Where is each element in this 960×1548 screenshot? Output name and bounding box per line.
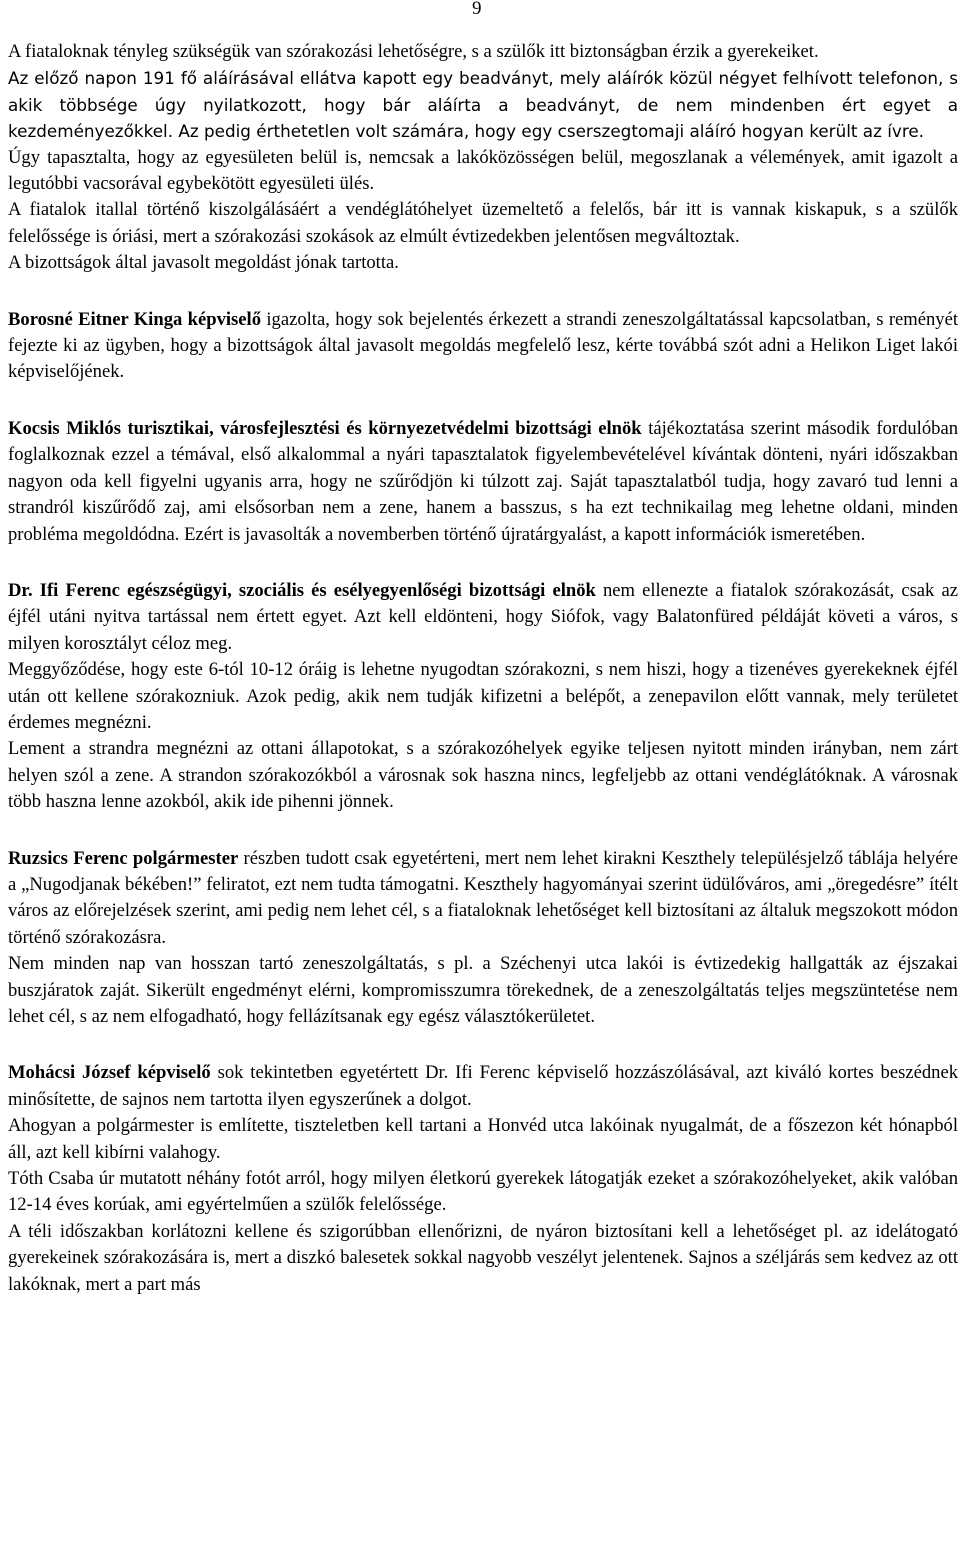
speaker-name: Kocsis Miklós turisztikai, városfejlesztési és környezetvédelmi bizottsági elnök [8, 417, 642, 439]
paragraph [8, 307, 958, 386]
text-block [8, 39, 958, 277]
paragraph-text: igazolta, hogy sok bejelentés érkezett a strandi zeneszolgáltatással kapcsolatban, s reményét fejezte ki az ügyben, hogy a bizottságok által javasolt megoldás megfelelő lesz, kérte továbbá szót adni a Helikon Liget lakói képviselőjének. [8, 308, 959, 383]
paragraph: A bizottságok által javasolt megoldást jónak tartotta. [8, 252, 399, 274]
paragraph: Meggyőződése, hogy este 6-tól 10-12 óráig is lehetne nyugodtan szórakozni, s nem hiszi, hogy a tizenéves gyerekeknek éjfél után ott kellene szórakozniuk. Azok pedig, akik nem tudják kifizetni a belépőt, a zenepavilon előtt vannak, mely területet érdemes megnézni. [8, 659, 958, 733]
paragraph [8, 578, 958, 657]
text-block [8, 1060, 958, 1298]
paragraph-text: részben tudott csak egyetérteni, mert nem lehet kirakni Keszthely településjelző táblája helyére a „Nugodjanak békében!” feliratot, ezt nem tudta támogatni. Keszthely hagyományai szerint üdülőváros, ami „öregedésre” ítélt város az előrejelzések szerint, ami pedig nem lehet cél, s a fiataloknak lehetőséget kell biztosítani az általuk megszokott módon történő szórakozásra. [8, 847, 958, 948]
paragraph: Lement a strandra megnézni az ottani állapotokat, s a szórakozóhelyek egyike teljesen nyitott minden irányban, nem zárt helyen szól a zene. A strandon szórakozókból a városnak sok haszna nincs, legfeljebb az ottani vendéglátóknak. A városnak több haszna lenne azokból, akik ide pihenni jönnek. [8, 738, 958, 813]
paragraph-gap [8, 277, 958, 307]
paragraph-text: tájékoztatása szerint második fordulóban foglalkoznak ezzel a témával, első alkalommal a nyári tapasztalatok figyelembevételével kívántak dönteni, nyári időszakban nagyon oda kell figyelni ugyanis arra, hogy ne szűrődjön ki túlzott zaj. Saját tapasztalatból tudja, hogy zavaró tud lenni a strandról kiszűrődő zaj, ami elsősorban nem a zene, hanem a basszus, s ha ezt technikailag meg lehetne oldani, minden probléma megoldódna. Ezért is javasolták a novemberben történő újratárgyalást, a kapott információk ismeretében. [8, 417, 958, 545]
paragraph: A téli időszakban korlátozni kellene és szigorúbban ellenőrizni, de nyáron biztosítani kell a lehetőséget pl. az idelátogató gyerekeinek szórakozására is, mert a diszkó balesetek sokkal nagyobb veszélyt jelentenek. Sajnos a széljárás sem kedvez az ott lakóknak, mert a part más [8, 1220, 958, 1295]
document-body [8, 39, 958, 1298]
paragraph: Nem minden nap van hosszan tartó zeneszolgáltatás, s pl. a Széchenyi utca lakói is évtizedekig hallgatták az éjszakai buszjáratok zaját. Sikerült engedményt elérni, kompromisszumra törekednek, de a zeneszolgáltatás teljes megszüntetése nem lehet cél, s az nem elfogadható, hogy fellázítsanak egy egész választókerületet. [8, 953, 958, 1027]
speaker-name: Ruzsics Ferenc polgármester [8, 847, 239, 869]
paragraph-gap [8, 386, 958, 416]
paragraph: Tóth Csaba úr mutatott néhány fotót arról, hogy milyen életkorú gyerekek látogatják ezeket a szórakozóhelyeket, akik valóban 12-14 éves korúak, ami egyértelműen a szülők felelőssége. [8, 1168, 958, 1216]
paragraph-text: nem ellenezte a fiatalok szórakozását, csak az éjfél utáni nyitva tartással nem értett egyet. Azt kell eldönteni, hogy Siófok, vagy Balatonfüred példáját követi a város, s milyen korosztályt céloz meg. [8, 579, 958, 654]
paragraph: Úgy tapasztalta, hogy az egyesületen belül is, nemcsak a lakóközösségen belül, megoszlanak a vélemények, amit igazolt a legutóbbi vacsorával egybekötött egyesületi ülés. [8, 146, 958, 195]
text-block [8, 578, 958, 816]
paragraph-gap [8, 1030, 958, 1060]
paragraph: A fiatalok itallal történő kiszolgálásáért a vendéglátóhelyet üzemeltető a felelős, bár itt is vannak kiskapuk, s a szülők felelőssége is óriási, mert a szórakozási szokások az elmúlt évtizedekben jelentősen megváltoztak. [8, 199, 958, 247]
paragraph [8, 1060, 958, 1113]
paragraph-text: sok tekintetben egyetértett Dr. Ifi Ferenc képviselő hozzászólásával, azt kiváló kortes beszédnek minősítette, de sajnos nem tartotta ilyen egyszerűnek a dolgot. [8, 1062, 958, 1110]
paragraph: Ahogyan a polgármester is említette, tiszteletben kell tartani a Honvéd utca lakóinak nyugalmát, de a főszezon két hónapból áll, azt kell kibírni valahogy. [8, 1115, 958, 1163]
text-block [8, 307, 958, 386]
speaker-name: Borosné Eitner Kinga képviselő [8, 308, 261, 330]
text-block [8, 846, 958, 1031]
paragraph: A fiataloknak tényleg szükségük van szórakozási lehetőségre, s a szülők itt biztonságban érzik a gyerekeiket. [8, 41, 819, 62]
paragraph [8, 416, 958, 548]
speaker-name: Mohácsi József képviselő [8, 1062, 211, 1084]
page-number: 9 [472, 0, 482, 19]
paragraph-gap [8, 548, 958, 578]
speaker-name: Dr. Ifi Ferenc egészségügyi, szociális és esélyegyenlőségi bizottsági elnök [8, 579, 596, 601]
paragraph-gap [8, 816, 958, 846]
paragraph: Az előző napon 191 fő aláírásával ellátva kapott egy beadványt, mely aláírók közül négyet felhívott telefonon, s akik többsége úgy nyilatkozott, hogy bár aláírta a beadványt, de nem mindenben ért egyet a kezdeményezőkkel. Az pedig érthetetlen volt számára, hogy egy cserszegtomaji aláíró hogyan került az ívre. [8, 68, 958, 142]
paragraph [8, 846, 958, 952]
text-block [8, 416, 958, 548]
